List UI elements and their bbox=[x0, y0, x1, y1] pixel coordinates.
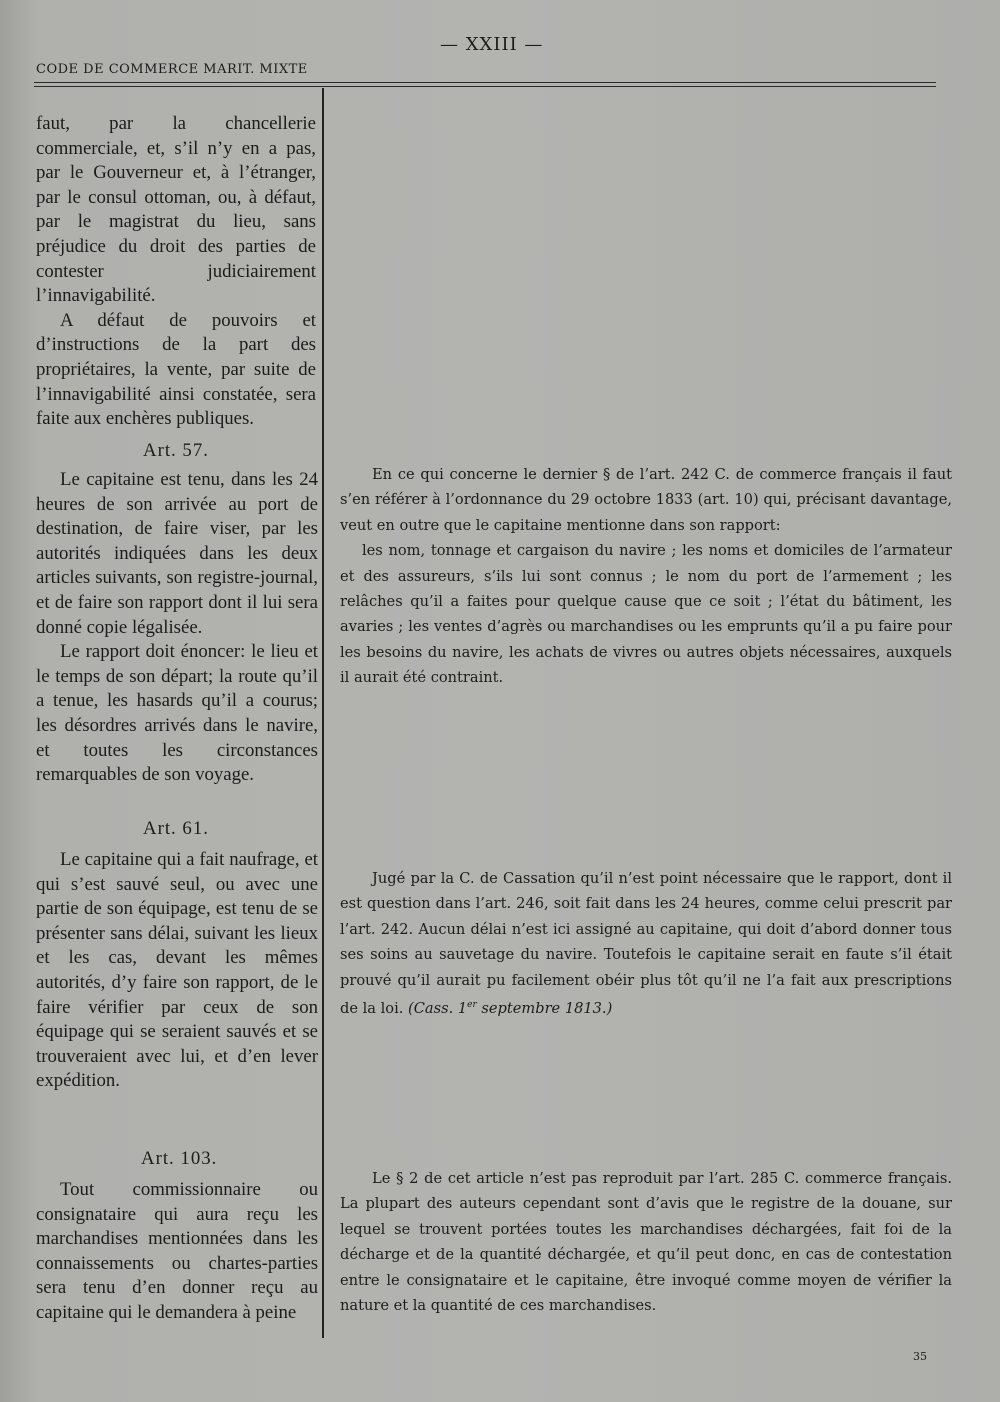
citation-superscript: er bbox=[467, 1000, 477, 1011]
art57-text bbox=[36, 468, 318, 788]
note-art61 bbox=[340, 866, 952, 1021]
art103-heading: Art. 103. bbox=[141, 1148, 218, 1169]
note57-paragraph-1: En ce qui concerne le dernier § de l’art. 242 C. de commerce français il faut s’en référer à l’ordonnance du 29 octobre 1833 (art. 10) qui, précisant davantage, veut en outre que le capitaine mentionne dans son rapport: bbox=[340, 466, 952, 534]
column-divider bbox=[322, 88, 324, 1338]
art57-heading: Art. 57. bbox=[143, 440, 209, 461]
citation-part-2: septembre 1813.) bbox=[476, 999, 613, 1017]
running-head: CODE DE COMMERCE MARIT. MIXTE bbox=[36, 62, 308, 77]
note61-text: Jugé par la C. de Cassation qu’il n’est point nécessaire que le rapport, dont il est question dans l’art. 246, soit fait dans les 24 heures, comme celui prescrit par l’art. 242. Aucun délai n’est ici assigné au capitaine, qui doit d’abord donner tous ses soins au sauvetage du navire. Toutefois le capitaine serait en faute s’il était prouvé qu’il aurait pu facilement obéir plus tôt qu’il ne l’a fait aux prescriptions de la loi. bbox=[340, 870, 952, 1017]
art57-paragraph-1: Le capitaine est tenu, dans les 24 heures de son arrivée au port de destination, de faire viser, par les autorités indiquées dans les deux articles suivants, son registre-journal, et de faire son rapport dont il lui sera donné copie légalisée. bbox=[36, 469, 318, 638]
art61-heading: Art. 61. bbox=[143, 818, 209, 839]
art61-text bbox=[36, 848, 318, 1094]
citation-part-1: (Cass. 1 bbox=[408, 999, 468, 1017]
left-intro bbox=[36, 112, 316, 432]
header-rule-thin bbox=[34, 86, 936, 87]
art57-paragraph-2: Le rapport doit énoncer: le lieu et le temps de son départ; la route qu’il a tenue, les hasards qu’il a courus; les désordres arrivés dans le navire, et toutes les circonstances remarquables de son voyage. bbox=[36, 641, 318, 786]
page-number-roman: — XXIII — bbox=[440, 34, 544, 55]
intro-paragraph: faut, par la chancellerie commerciale, et, s’il n’y en a pas, par le Gouverneur et, à l’étranger, par le consul ottoman, ou, à défaut, par le magistrat du lieu, sans préjudice du droit des parties de contester judiciairement l’innavigabilité. bbox=[36, 113, 316, 307]
note57-paragraph-2: les nom, tonnage et cargaison du navire ; les noms et domiciles de l’armateur et des assureurs, s’ils lui sont connus ; le nom du port de l’armement ; les relâches qu’il a faites pour quelque cause que ce soit ; l’état du bâtiment, les avaries ; les ventes d’agrès ou marchandises ou les emprunts qu’il a pu faire pour les besoins du navire, les achats de vivres ou autres objets nécessaires, auxquels il aurait été contraint. bbox=[340, 542, 952, 687]
intro-paragraph-2: A défaut de pouvoirs et d’instructions de la part des propriétaires, la vente, par suite de l’innavigabilité ainsi constatée, sera faite aux enchères publiques. bbox=[36, 309, 316, 430]
sheet-number: 35 bbox=[913, 1350, 927, 1363]
note61-citation bbox=[408, 1000, 612, 1017]
art103-text bbox=[36, 1178, 318, 1326]
note103-paragraph-1: Le § 2 de cet article n’est pas reproduit par l’art. 285 C. commerce français. La plupart des auteurs cependant sont d’avis que le registre de la douane, sur lequel se trouvent portées toutes les marchandises déchargées, fait foi de la décharge et de la quantité déchargée, et qu’il peut donc, en cas de contestation entre le consignataire et le capitaine, être invoqué comme moyen de vérifier la nature et la quantité de ces marchandises. bbox=[340, 1170, 952, 1315]
art61-paragraph-1: Le capitaine qui a fait naufrage, et qui s’est sauvé seul, ou avec une partie de son équipage, est tenu de se présenter sans délai, suivant les lieux et les cas, devant les mêmes autorités, d’y faire son rapport, de le faire vérifier par ceux de son équipage qui se seraient sauvés et se trouveraient avec lui, et d’en lever expédition. bbox=[36, 849, 318, 1092]
art103-paragraph-1: Tout commissionnaire ou consignataire qui aura reçu les marchandises mentionnées dans les connaissements ou chartes-parties sera tenu d’en donner reçu au capitaine qui le demandera à peine bbox=[36, 1179, 318, 1323]
note61-paragraph-1 bbox=[340, 866, 952, 1021]
note-art57 bbox=[340, 462, 952, 691]
note-art103 bbox=[340, 1166, 952, 1318]
header-rule bbox=[34, 82, 936, 83]
